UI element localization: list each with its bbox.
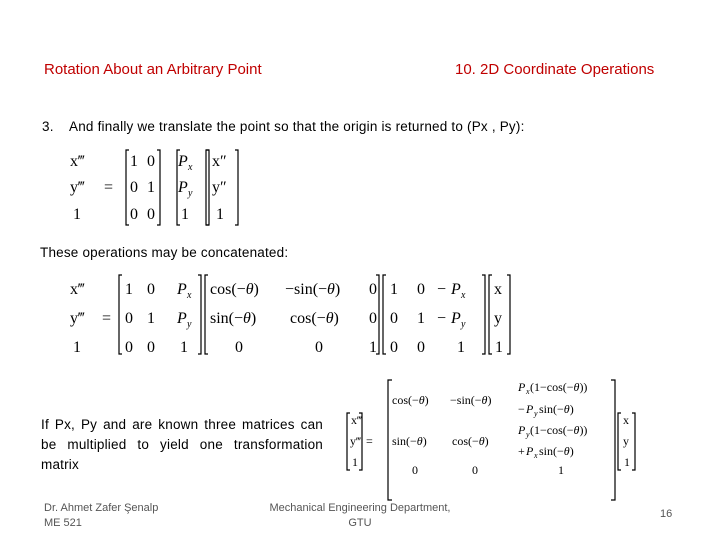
svg-text:0: 0	[390, 339, 398, 356]
svg-text:x: x	[494, 281, 502, 298]
svg-text:1: 1	[495, 339, 503, 356]
svg-text:0: 0	[390, 310, 398, 327]
svg-text:P: P	[451, 281, 461, 298]
department-name: Mechanical Engineering Department,	[269, 502, 451, 514]
svg-text:P: P	[518, 423, 526, 437]
section-title: 10. 2D Coordinate Operations	[455, 61, 655, 78]
svg-text:−sin(−θ): −sin(−θ)	[450, 393, 492, 407]
svg-text:x: x	[623, 413, 629, 427]
svg-text:0: 0	[147, 153, 155, 170]
svg-text:P: P	[178, 179, 188, 196]
svg-text:+: +	[518, 444, 525, 458]
svg-text:1: 1	[147, 310, 155, 327]
slide-title: Rotation About an Arbitrary Point	[44, 61, 262, 78]
svg-text:y‴: y‴	[350, 434, 361, 448]
svg-text:1: 1	[73, 339, 81, 356]
svg-text:y: y	[534, 409, 538, 418]
svg-text:P: P	[518, 380, 526, 394]
svg-text:0: 0	[130, 206, 138, 223]
step-number: 3.	[42, 119, 54, 134]
svg-text:1: 1	[130, 153, 138, 170]
concatenation-text: These operations may be concatenated:	[40, 245, 289, 260]
svg-text:0: 0	[412, 463, 418, 477]
svg-text:=: =	[366, 434, 373, 448]
svg-text:y: y	[526, 430, 530, 439]
svg-text:sin(−θ): sin(−θ)	[539, 444, 574, 458]
svg-text:1: 1	[624, 455, 630, 469]
svg-text:0: 0	[369, 310, 377, 327]
svg-text:1: 1	[352, 455, 358, 469]
svg-text:0: 0	[125, 310, 133, 327]
svg-text:(1−cos(−θ)): (1−cos(−θ))	[530, 423, 588, 437]
explanation-paragraph: If Px, Py and are known three matrices can be multiplied to yield one transformation matrix	[41, 417, 323, 472]
concatenated-equation	[60, 270, 520, 360]
svg-text:=: =	[102, 310, 112, 327]
svg-text:1: 1	[125, 281, 133, 298]
svg-text:y: y	[187, 319, 192, 330]
svg-text:0: 0	[147, 206, 155, 223]
svg-text:x‴: x‴	[70, 281, 85, 298]
svg-text:P: P	[526, 402, 534, 416]
svg-text:P: P	[178, 153, 188, 170]
svg-text:1: 1	[180, 339, 188, 356]
svg-text:1: 1	[369, 339, 377, 356]
svg-text:y‴: y‴	[70, 179, 85, 196]
combined-transformation-equation	[340, 375, 640, 505]
svg-text:cos(−θ): cos(−θ)	[392, 393, 429, 407]
step-3-text	[42, 119, 525, 134]
svg-text:x: x	[534, 451, 538, 460]
svg-text:0: 0	[315, 339, 323, 356]
svg-text:cos(−θ): cos(−θ)	[452, 434, 489, 448]
footer-author	[44, 501, 158, 531]
svg-text:x‴: x‴	[351, 413, 362, 427]
svg-text:−: −	[518, 402, 525, 416]
svg-text:sin(−θ): sin(−θ)	[392, 434, 427, 448]
svg-text:=: =	[104, 179, 114, 196]
course-code: ME 521	[44, 517, 82, 529]
svg-text:y″: y″	[212, 179, 227, 196]
school-name: GTU	[348, 517, 372, 529]
svg-text:sin(−θ): sin(−θ)	[539, 402, 574, 416]
svg-text:−sin(−θ): −sin(−θ)	[285, 281, 341, 298]
svg-text:P: P	[526, 444, 534, 458]
svg-text:cos(−θ): cos(−θ)	[210, 281, 259, 298]
svg-text:−: −	[437, 310, 447, 327]
svg-text:x: x	[526, 387, 530, 396]
svg-text:0: 0	[417, 339, 425, 356]
svg-text:1: 1	[558, 463, 564, 477]
svg-text:y: y	[623, 434, 629, 448]
svg-text:0: 0	[125, 339, 133, 356]
svg-text:y: y	[461, 319, 466, 330]
svg-text:1: 1	[390, 281, 398, 298]
footer-department	[260, 501, 460, 531]
svg-text:P: P	[177, 281, 187, 298]
author-name: Dr. Ahmet Zafer Şenalp	[44, 502, 159, 514]
svg-text:1: 1	[73, 206, 81, 223]
svg-text:0: 0	[417, 281, 425, 298]
svg-text:x: x	[461, 290, 466, 301]
svg-text:0: 0	[130, 179, 138, 196]
svg-text:cos(−θ): cos(−θ)	[290, 310, 339, 327]
svg-text:P: P	[451, 310, 461, 327]
svg-text:0: 0	[472, 463, 478, 477]
svg-text:1: 1	[147, 179, 155, 196]
svg-text:x‴: x‴	[70, 153, 85, 170]
svg-text:0: 0	[369, 281, 377, 298]
svg-text:1: 1	[457, 339, 465, 356]
svg-text:1: 1	[417, 310, 425, 327]
svg-text:x: x	[188, 162, 193, 173]
svg-text:y: y	[494, 310, 502, 327]
svg-text:0: 0	[147, 339, 155, 356]
svg-text:x″: x″	[212, 153, 227, 170]
svg-text:(1−cos(−θ)): (1−cos(−θ))	[530, 380, 588, 394]
svg-text:y‴: y‴	[70, 310, 85, 327]
svg-text:P: P	[177, 310, 187, 327]
svg-text:sin(−θ): sin(−θ)	[210, 310, 257, 327]
svg-text:0: 0	[147, 281, 155, 298]
svg-text:−: −	[437, 281, 447, 298]
svg-text:1: 1	[216, 206, 224, 223]
svg-text:1: 1	[181, 206, 189, 223]
svg-text:0: 0	[235, 339, 243, 356]
svg-text:y: y	[188, 188, 193, 199]
translation-equation	[60, 145, 250, 230]
svg-text:x: x	[187, 290, 192, 301]
step-description: And finally we translate the point so that the origin is returned to (Px , Py):	[69, 119, 525, 134]
page-number: 16	[660, 508, 673, 520]
